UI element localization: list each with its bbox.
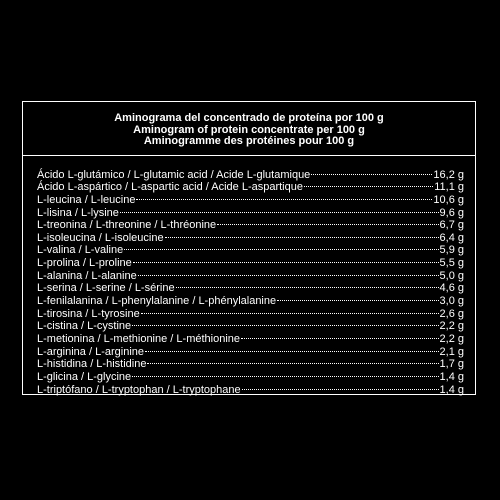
dot-leader: [133, 253, 439, 266]
amino-acid-value: 4,6 g: [439, 282, 464, 295]
amino-acid-name: L-valina / L-valine: [37, 244, 124, 257]
amino-acid-value: 2,2 g: [439, 332, 464, 345]
dot-leader: [277, 291, 438, 304]
amino-acid-value: 3,0 g: [439, 295, 464, 308]
amino-acid-value: 1,7 g: [439, 358, 464, 371]
amino-acid-value: 11,1 g: [434, 181, 464, 194]
dot-leader: [145, 342, 439, 355]
amino-acid-name: L-arginina / L-arginine: [37, 345, 145, 358]
aminogram-table: [22, 101, 476, 395]
amino-acid-value: 9,6 g: [439, 206, 464, 219]
dot-leader: [120, 203, 439, 216]
amino-acid-value: 2,1 g: [439, 345, 464, 358]
amino-acid-value: 16,2 g: [433, 168, 464, 181]
amino-acid-name: L-metionina / L-methionine / L-méthionine: [37, 332, 241, 345]
amino-acid-name: Ácido L-glutámico / L-glutamic acid / Acide L-glutamique: [37, 168, 311, 181]
amino-acid-value: 5,5 g: [439, 257, 464, 270]
amino-acid-list: [23, 156, 475, 396]
amino-acid-name: L-serina / L-serine / L-sérine: [37, 282, 175, 295]
amino-acid-name: L-isoleucina / L-isoleucine: [37, 231, 164, 244]
amino-acid-value: 1,4 g: [439, 383, 464, 396]
amino-acid-name: L-triptófano / L-tryptophan / L-tryptophane: [37, 383, 241, 396]
amino-acid-value: 5,0 g: [439, 269, 464, 282]
amino-acid-value: 1,4 g: [439, 370, 464, 383]
amino-acid-name: L-cistina / L-cystine: [37, 320, 132, 333]
amino-acid-name: Ácido L-aspártico / L-aspartic acid / Acide L-aspartique: [37, 181, 303, 194]
amino-acid-value: 6,4 g: [439, 231, 464, 244]
dot-leader: [147, 355, 438, 368]
dot-leader: [132, 367, 438, 380]
amino-acid-row: [37, 165, 464, 181]
amino-acid-value: 10,6 g: [433, 193, 464, 206]
amino-acid-value: 2,2 g: [439, 320, 464, 333]
amino-acid-name: L-alanina / L-alanine: [37, 269, 137, 282]
amino-acid-name: L-prolina / L-proline: [37, 257, 132, 270]
dot-leader: [217, 216, 438, 229]
amino-acid-name: L-leucina / L-leucine: [37, 193, 136, 206]
dot-leader: [242, 380, 439, 393]
dot-leader: [304, 178, 433, 191]
dot-leader: [176, 279, 439, 292]
amino-acid-value: 2,6 g: [439, 307, 464, 320]
amino-acid-name: L-treonina / L-threonine / L-thréonine: [37, 219, 217, 232]
amino-acid-value: 6,7 g: [439, 219, 464, 232]
dot-leader: [165, 228, 439, 241]
dot-leader: [141, 304, 439, 317]
dot-leader: [241, 329, 439, 342]
table-header: [23, 102, 475, 156]
amino-acid-name: L-lisina / L-lysine: [37, 206, 119, 219]
title-english: Aminogram of protein concentrate per 100 g: [133, 123, 365, 136]
dot-leader: [124, 241, 438, 254]
amino-acid-name: L-fenilalanina / L-phenylalanine / L-phénylalanine: [37, 295, 277, 308]
amino-acid-name: L-histidina / L-histidine: [37, 358, 147, 371]
title-french: Aminogramme des protéines pour 100 g: [143, 135, 355, 147]
dot-leader: [132, 317, 438, 330]
dot-leader: [136, 190, 432, 203]
title-spanish: Aminograma del concentrado de proteína por 100 g: [114, 112, 384, 124]
amino-acid-value: 5,9 g: [439, 244, 464, 257]
dot-leader: [311, 165, 432, 178]
amino-acid-name: L-tirosina / L-tyrosine: [37, 307, 140, 320]
amino-acid-name: L-glicina / L-glycine: [37, 370, 132, 383]
dot-leader: [138, 266, 439, 279]
